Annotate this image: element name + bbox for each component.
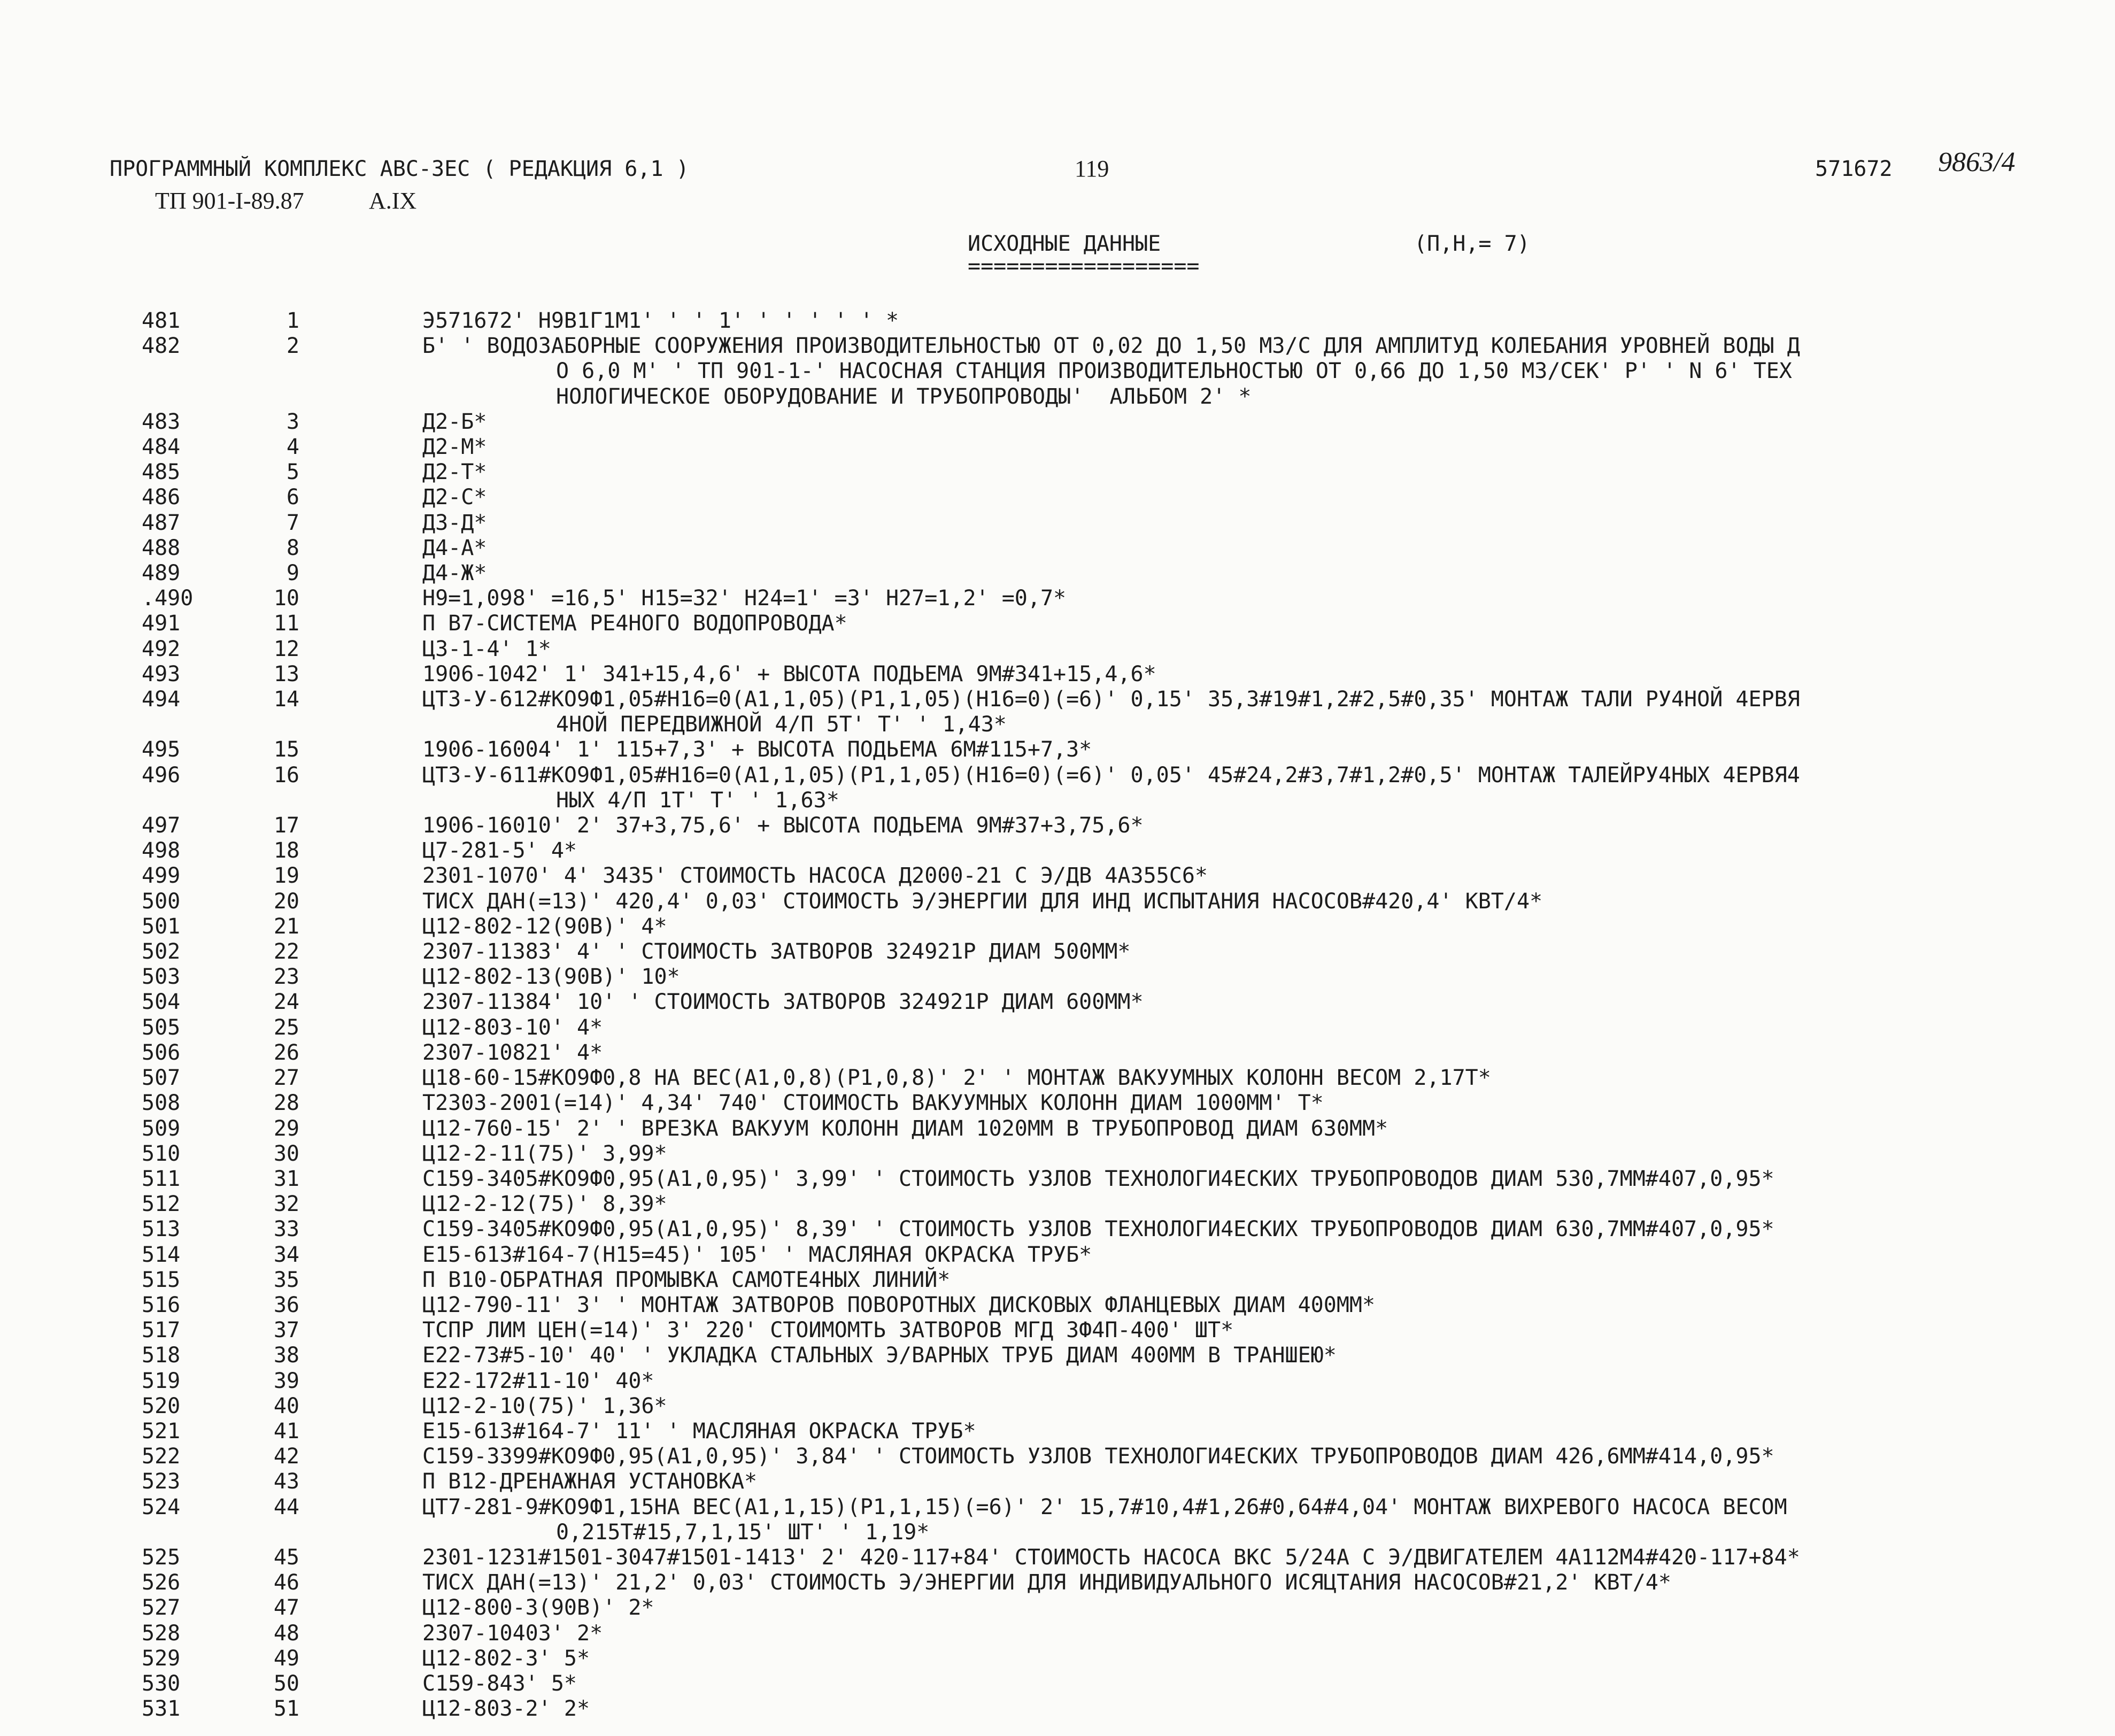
sequence-number: 13: [273, 661, 299, 686]
listing-row: [0, 1243, 2115, 1268]
sequence-number: 44: [273, 1494, 299, 1519]
sequence-number: 36: [273, 1292, 299, 1317]
sequence-number: 43: [273, 1469, 299, 1494]
listing-row: [0, 1040, 2115, 1066]
line-number: 521: [142, 1418, 181, 1444]
sequence-number: 24: [273, 990, 299, 1015]
sequence-number: 23: [273, 965, 299, 990]
section-title: ИСХОДНЫЕ ДАННЫЕ: [968, 232, 1161, 256]
sequence-number: 19: [273, 863, 299, 889]
listing-row: [0, 1595, 2115, 1621]
listing-row: [0, 1545, 2115, 1570]
listing-row: [0, 1318, 2115, 1343]
listing-row: [0, 1646, 2115, 1671]
line-number: 482: [142, 334, 181, 359]
listing-row: [0, 435, 2115, 460]
listing-row: [0, 1192, 2115, 1217]
listing-row: [0, 1570, 2115, 1595]
record-text: ТИСХ ДАН(=13)' 420,4' 0,03' СТОИМОСТЬ Э/ЭНЕРГИИ ДЛЯ ИНД ИСПЫТАНИЯ НАСОСОВ#420,4' КВТ/4*: [422, 889, 1543, 914]
sequence-number: 40: [273, 1393, 299, 1418]
sequence-number: 35: [273, 1267, 299, 1292]
record-text: 2307-10403' 2*: [422, 1621, 603, 1646]
sequence-number: 48: [273, 1621, 299, 1646]
sequence-number: 2: [286, 334, 299, 359]
listing-row: [0, 1141, 2115, 1167]
line-number: 530: [142, 1671, 181, 1696]
line-number: 504: [142, 990, 181, 1015]
line-number: 512: [142, 1192, 181, 1217]
record-text: Ц12-790-11' 3' ' МОНТАЖ ЗАТВОРОВ ПОВОРОТНЫХ ДИСКОВЫХ ФЛАНЦЕВЫХ ДИАМ 400ММ*: [422, 1292, 1376, 1317]
line-number: 499: [142, 863, 181, 889]
listing-row: [0, 965, 2115, 990]
sequence-number: 1: [286, 308, 299, 333]
record-text: Ц12-800-3(90В)' 2*: [422, 1595, 654, 1621]
record-text: С159-3399#КО9Ф0,95(А1,0,95)' 3,84' ' СТОИМОСТЬ УЗЛОВ ТЕХНОЛОГИ4ЕСКИХ ТРУБОПРОВОДОВ ДИАМ 426,6ММ#414,0,95*: [422, 1444, 1774, 1469]
sequence-number: 32: [273, 1192, 299, 1217]
listing-row: [0, 460, 2115, 485]
sequence-number: 15: [273, 737, 299, 762]
record-text: ТСПР ЛИМ ЦЕН(=14)' 3' 220' СТОИМОМТЬ ЗАТВОРОВ МГД 3Ф4П-400' ШТ*: [422, 1318, 1234, 1343]
record-text: Б' ' ВОДОЗАБОРНЫЕ СООРУЖЕНИЯ ПРОИЗВОДИТЕЛЬНОСТЬЮ ОТ 0,02 ДО 1,50 М3/С ДЛЯ АМПЛИТУД КОЛЕБАНИЯ УРОВНЕЙ ВОДЫ Д: [422, 334, 1800, 359]
listing-row: [0, 1167, 2115, 1192]
album-mark: А.IX: [369, 188, 417, 214]
listing-row: [0, 1495, 2115, 1545]
record-text: Е22-172#11-10' 40*: [422, 1368, 654, 1393]
listing-row: [0, 1394, 2115, 1419]
record-text: Ц12-802-3' 5*: [422, 1646, 590, 1671]
record-text: Е15-613#164-7' 11' ' МАСЛЯНАЯ ОКРАСКА ТРУБ*: [422, 1418, 976, 1444]
record-text: Ц12-802-12(90В)' 4*: [422, 914, 667, 939]
record-text: С159-3405#КО9Ф0,95(А1,0,95)' 8,39' ' СТОИМОСТЬ УЗЛОВ ТЕХНОЛОГИ4ЕСКИХ ТРУБОПРОВОДОВ ДИАМ 630,7ММ#407,0,95*: [422, 1217, 1774, 1242]
line-number: 522: [142, 1444, 181, 1469]
record-text: Ц12-803-10' 4*: [422, 1015, 603, 1040]
sequence-number: 37: [273, 1318, 299, 1343]
sequence-number: 17: [273, 813, 299, 838]
listing-row: [0, 1369, 2115, 1394]
line-number: 519: [142, 1368, 181, 1393]
line-number: 523: [142, 1469, 181, 1494]
line-number: 498: [142, 838, 181, 863]
data-listing: [0, 308, 2115, 1722]
line-number: 481: [142, 308, 181, 333]
listing-row: [0, 334, 2115, 410]
listing-row: [0, 1116, 2115, 1141]
sequence-number: 7: [286, 510, 299, 535]
sequence-number: 4: [286, 435, 299, 460]
record-text: Ц12-760-15' 2' ' ВРЕЗКА ВАКУУМ КОЛОНН ДИАМ 1020ММ В ТРУБОПРОВОД ДИАМ 630ММ*: [422, 1116, 1388, 1141]
sequence-number: 26: [273, 1040, 299, 1065]
listing-row: [0, 637, 2115, 662]
listing-row: [0, 1217, 2115, 1242]
record-text: Ц12-2-12(75)' 8,39*: [422, 1192, 667, 1217]
sequence-number: 5: [286, 460, 299, 485]
sequence-number: 14: [273, 687, 299, 712]
record-text: ТИСХ ДАН(=13)' 21,2' 0,03' СТОИМОСТЬ Э/ЭНЕРГИИ ДЛЯ ИНДИВИДУАЛЬНОГО ИСЯЦТАНИЯ НАСОСОВ#21,2' КВТ/4*: [422, 1570, 1671, 1595]
line-number: 524: [142, 1494, 181, 1519]
project-code: ТП 901-I-89.87: [155, 188, 304, 214]
record-text: Ц7-281-5' 4*: [422, 838, 577, 863]
record-text: Д3-Д*: [422, 510, 487, 535]
sequence-number: 28: [273, 1091, 299, 1116]
record-text: П В7-СИСТЕМА РЕ4НОГО ВОДОПРОВОДА*: [422, 611, 847, 636]
record-text: Ц3-1-4' 1*: [422, 636, 551, 661]
listing-row: [0, 889, 2115, 914]
record-text: Д2-М*: [422, 435, 487, 460]
listing-row: [0, 1621, 2115, 1646]
sequence-number: 27: [273, 1066, 299, 1091]
line-number: 507: [142, 1066, 181, 1091]
record-text: Ц12-2-11(75)' 3,99*: [422, 1141, 667, 1166]
line-number: 492: [142, 636, 181, 661]
record-text: 2307-11383' 4' ' СТОИМОСТЬ ЗАТВОРОВ 324921Р ДИАМ 500ММ*: [422, 939, 1131, 965]
listing-row: [0, 410, 2115, 435]
record-text: Д4-А*: [422, 535, 487, 560]
listing-row: [0, 611, 2115, 636]
line-number: 485: [142, 460, 181, 485]
line-number: 515: [142, 1267, 181, 1292]
listing-row: [0, 863, 2115, 889]
sequence-number: 38: [273, 1343, 299, 1368]
record-text: Д2-С*: [422, 485, 487, 510]
listing-row: [0, 1268, 2115, 1293]
listing-row: [0, 990, 2115, 1015]
line-number: 497: [142, 813, 181, 838]
line-number: 509: [142, 1116, 181, 1141]
record-text: С159-3405#КО9Ф0,95(А1,0,95)' 3,99' ' СТОИМОСТЬ УЗЛОВ ТЕХНОЛОГИ4ЕСКИХ ТРУБОПРОВОДОВ ДИАМ 530,7ММ#407,0,95*: [422, 1166, 1774, 1191]
line-number: 493: [142, 661, 181, 686]
listing-row: [0, 662, 2115, 687]
record-text: ЦТ3-У-611#КО9Ф1,05#Н16=0(А1,1,05)(Р1,1,05)(Н16=0)(=6)' 0,05' 45#24,2#3,7#1,2#0,5' МОНТАЖ ТАЛЕЙРУ4НЫХ 4ЕРВЯ4: [422, 762, 1800, 788]
sequence-number: 30: [273, 1141, 299, 1166]
record-text: Д2-Т*: [422, 460, 487, 485]
line-number: 525: [142, 1545, 181, 1570]
sequence-number: 20: [273, 889, 299, 914]
program-title: ПРОГРАММНЫЙ КОМПЛЕКС АВС-ЗЕС ( РЕДАКЦИЯ 6,1 ): [110, 157, 689, 181]
listing-row: [0, 914, 2115, 939]
record-continuation: НЫХ 4/П 1Т' Т' ' 1,63*: [556, 788, 839, 813]
listing-row: [0, 939, 2115, 965]
listing-row: [0, 763, 2115, 813]
record-text: ЦТ7-281-9#КО9Ф1,15НА ВЕС(А1,1,15)(Р1,1,15)(=6)' 2' 15,7#10,4#1,26#0,64#4,04' МОНТАЖ ВИХРЕВОГО НАСОСА ВЕСОМ: [422, 1494, 1787, 1519]
listing-row: [0, 485, 2115, 510]
line-number: 496: [142, 762, 181, 788]
sequence-number: 3: [286, 409, 299, 434]
line-number: 514: [142, 1242, 181, 1267]
record-text: 2307-11384' 10' ' СТОИМОСТЬ ЗАТВОРОВ 324921Р ДИАМ 600ММ*: [422, 990, 1144, 1015]
record-continuation: НОЛОГИЧЕСКОЕ ОБОРУДОВАНИЕ И ТРУБОПРОВОДЫ' АЛЬБОМ 2' *: [556, 384, 1252, 409]
record-text: Э571672' Н9В1Г1М1' ' ' 1' ' ' ' ' ' *: [422, 308, 899, 333]
document-number: 571672: [1815, 157, 1893, 181]
line-number: 484: [142, 435, 181, 460]
sequence-number: 11: [273, 611, 299, 636]
archive-number: 9863/4: [1938, 147, 2016, 178]
listing-row: [0, 561, 2115, 586]
sequence-number: 10: [273, 586, 299, 611]
sequence-number: 25: [273, 1015, 299, 1040]
line-number: 483: [142, 409, 181, 434]
record-text: С159-843' 5*: [422, 1671, 577, 1696]
listing-row: [0, 1293, 2115, 1318]
sequence-number: 31: [273, 1166, 299, 1191]
line-number: 500: [142, 889, 181, 914]
record-text: Е15-613#164-7(Н15=45)' 105' ' МАСЛЯНАЯ ОКРАСКА ТРУБ*: [422, 1242, 1092, 1267]
sequence-number: 18: [273, 838, 299, 863]
line-number: 494: [142, 687, 181, 712]
line-number: 495: [142, 737, 181, 762]
listing-row: [0, 308, 2115, 334]
sequence-number: 51: [273, 1696, 299, 1722]
record-text: Ц12-2-10(75)' 1,36*: [422, 1393, 667, 1418]
line-number: 531: [142, 1696, 181, 1722]
listing-row: [0, 813, 2115, 838]
line-number: 528: [142, 1621, 181, 1646]
record-text: Е22-73#5-10' 40' ' УКЛАДКА СТАЛЬНЫХ Э/ВАРНЫХ ТРУБ ДИАМ 400ММ В ТРАНШЕЮ*: [422, 1343, 1337, 1368]
sequence-number: 49: [273, 1646, 299, 1671]
line-number: .490: [142, 586, 194, 611]
line-number: 510: [142, 1141, 181, 1166]
line-number: 516: [142, 1292, 181, 1317]
sequence-number: 29: [273, 1116, 299, 1141]
listing-row: [0, 687, 2115, 737]
record-text: Ц12-802-13(90В)' 10*: [422, 965, 680, 990]
line-number: 491: [142, 611, 181, 636]
line-number: 506: [142, 1040, 181, 1065]
record-text: 2301-1231#1501-3047#1501-1413' 2' 420-117+84' СТОИМОСТЬ НАСОСА ВКС 5/24А С Э/ДВИГАТЕЛЕМ 4А112М4#420-117+84*: [422, 1545, 1800, 1570]
listing-row: [0, 1015, 2115, 1040]
record-text: П В10-ОБРАТНАЯ ПРОМЫВКА САМОТЕ4НЫХ ЛИНИЙ*: [422, 1267, 951, 1292]
record-text: ЦТ3-У-612#КО9Ф1,05#Н16=0(А1,1,05)(Р1,1,05)(Н16=0)(=6)' 0,15' 35,3#19#1,2#2,5#0,35' МОНТАЖ ТАЛИ РУ4НОЙ 4ЕРВЯ: [422, 687, 1800, 712]
line-number: 526: [142, 1570, 181, 1595]
sequence-number: 39: [273, 1368, 299, 1393]
listing-row: [0, 1066, 2115, 1091]
sequence-number: 50: [273, 1671, 299, 1696]
record-continuation: 4НОЙ ПЕРЕДВИЖНОЙ 4/П 5Т' Т' ' 1,43*: [556, 712, 1007, 737]
sequence-number: 6: [286, 485, 299, 510]
record-text: Д2-Б*: [422, 409, 487, 434]
sequence-number: 8: [286, 535, 299, 560]
listing-row: [0, 838, 2115, 863]
listing-row: [0, 1419, 2115, 1444]
sequence-number: 42: [273, 1444, 299, 1469]
line-number: 508: [142, 1091, 181, 1116]
line-number: 517: [142, 1318, 181, 1343]
sequence-number: 12: [273, 636, 299, 661]
record-text: Н9=1,098' =16,5' Н15=32' Н24=1' =3' Н27=1,2' =0,7*: [422, 586, 1067, 611]
record-text: Ц18-60-15#КО9Ф0,8 НА ВЕС(А1,0,8)(Р1,0,8)' 2' ' МОНТАЖ ВАКУУМНЫХ КОЛОНН ВЕСОМ 2,17Т*: [422, 1066, 1491, 1091]
sequence-number: 22: [273, 939, 299, 965]
sequence-number: 46: [273, 1570, 299, 1595]
listing-row: [0, 511, 2115, 536]
line-number: 527: [142, 1595, 181, 1621]
record-continuation: 0,215Т#15,7,1,15' ШТ' ' 1,19*: [556, 1519, 930, 1545]
line-number: 503: [142, 965, 181, 990]
record-text: 2301-1070' 4' 3435' СТОИМОСТЬ НАСОСА Д2000-21 С Э/ДВ 4А355С6*: [422, 863, 1208, 889]
line-number: 486: [142, 485, 181, 510]
line-number: 518: [142, 1343, 181, 1368]
listing-row: [0, 1343, 2115, 1368]
record-text: П В12-ДРЕНАЖНАЯ УСТАНОВКА*: [422, 1469, 758, 1494]
record-text: 1906-1042' 1' 341+15,4,6' + ВЫСОТА ПОДЬЕМА 9М#341+15,4,6*: [422, 661, 1156, 686]
line-number: 489: [142, 561, 181, 586]
sequence-number: 33: [273, 1217, 299, 1242]
page-number: 119: [1075, 156, 1109, 182]
listing-row: [0, 1444, 2115, 1469]
line-number: 529: [142, 1646, 181, 1671]
sequence-number: 16: [273, 762, 299, 788]
listing-row: [0, 1091, 2115, 1116]
sequence-number: 34: [273, 1242, 299, 1267]
listing-row: [0, 737, 2115, 762]
line-number: 502: [142, 939, 181, 965]
line-number: 487: [142, 510, 181, 535]
line-number: 520: [142, 1393, 181, 1418]
line-number: 511: [142, 1166, 181, 1191]
record-text: 1906-16010' 2' 37+3,75,6' + ВЫСОТА ПОДЬЕМА 9М#37+3,75,6*: [422, 813, 1144, 838]
record-text: Ц12-803-2' 2*: [422, 1696, 590, 1722]
line-number: 501: [142, 914, 181, 939]
record-text: 1906-16004' 1' 115+7,3' + ВЫСОТА ПОДЬЕМА 6М#115+7,3*: [422, 737, 1092, 762]
sequence-number: 9: [286, 561, 299, 586]
listing-row: [0, 1696, 2115, 1722]
line-number: 505: [142, 1015, 181, 1040]
sequence-number: 21: [273, 914, 299, 939]
listing-row: [0, 586, 2115, 611]
listing-row: [0, 1469, 2115, 1494]
sequence-number: 45: [273, 1545, 299, 1570]
record-text: 2307-10821' 4*: [422, 1040, 603, 1065]
record-text: Т2303-2001(=14)' 4,34' 740' СТОИМОСТЬ ВАКУУМНЫХ КОЛОНН ДИАМ 1000ММ' Т*: [422, 1091, 1324, 1116]
sequence-number: 41: [273, 1418, 299, 1444]
listing-row: [0, 536, 2115, 561]
record-text: Д4-Ж*: [422, 561, 487, 586]
section-underline: ==================: [968, 254, 1200, 279]
line-number: 513: [142, 1217, 181, 1242]
record-continuation: О 6,0 М' ' ТП 901-1-' НАСОСНАЯ СТАНЦИЯ ПРОИЗВОДИТЕЛЬНОСТЬЮ ОТ 0,66 ДО 1,50 М3/СЕК' Р' ' N 6' ТЕХ: [556, 359, 1792, 384]
page-counter: (П,Н,= 7): [1414, 232, 1530, 256]
sequence-number: 47: [273, 1595, 299, 1621]
line-number: 488: [142, 535, 181, 560]
listing-row: [0, 1671, 2115, 1696]
